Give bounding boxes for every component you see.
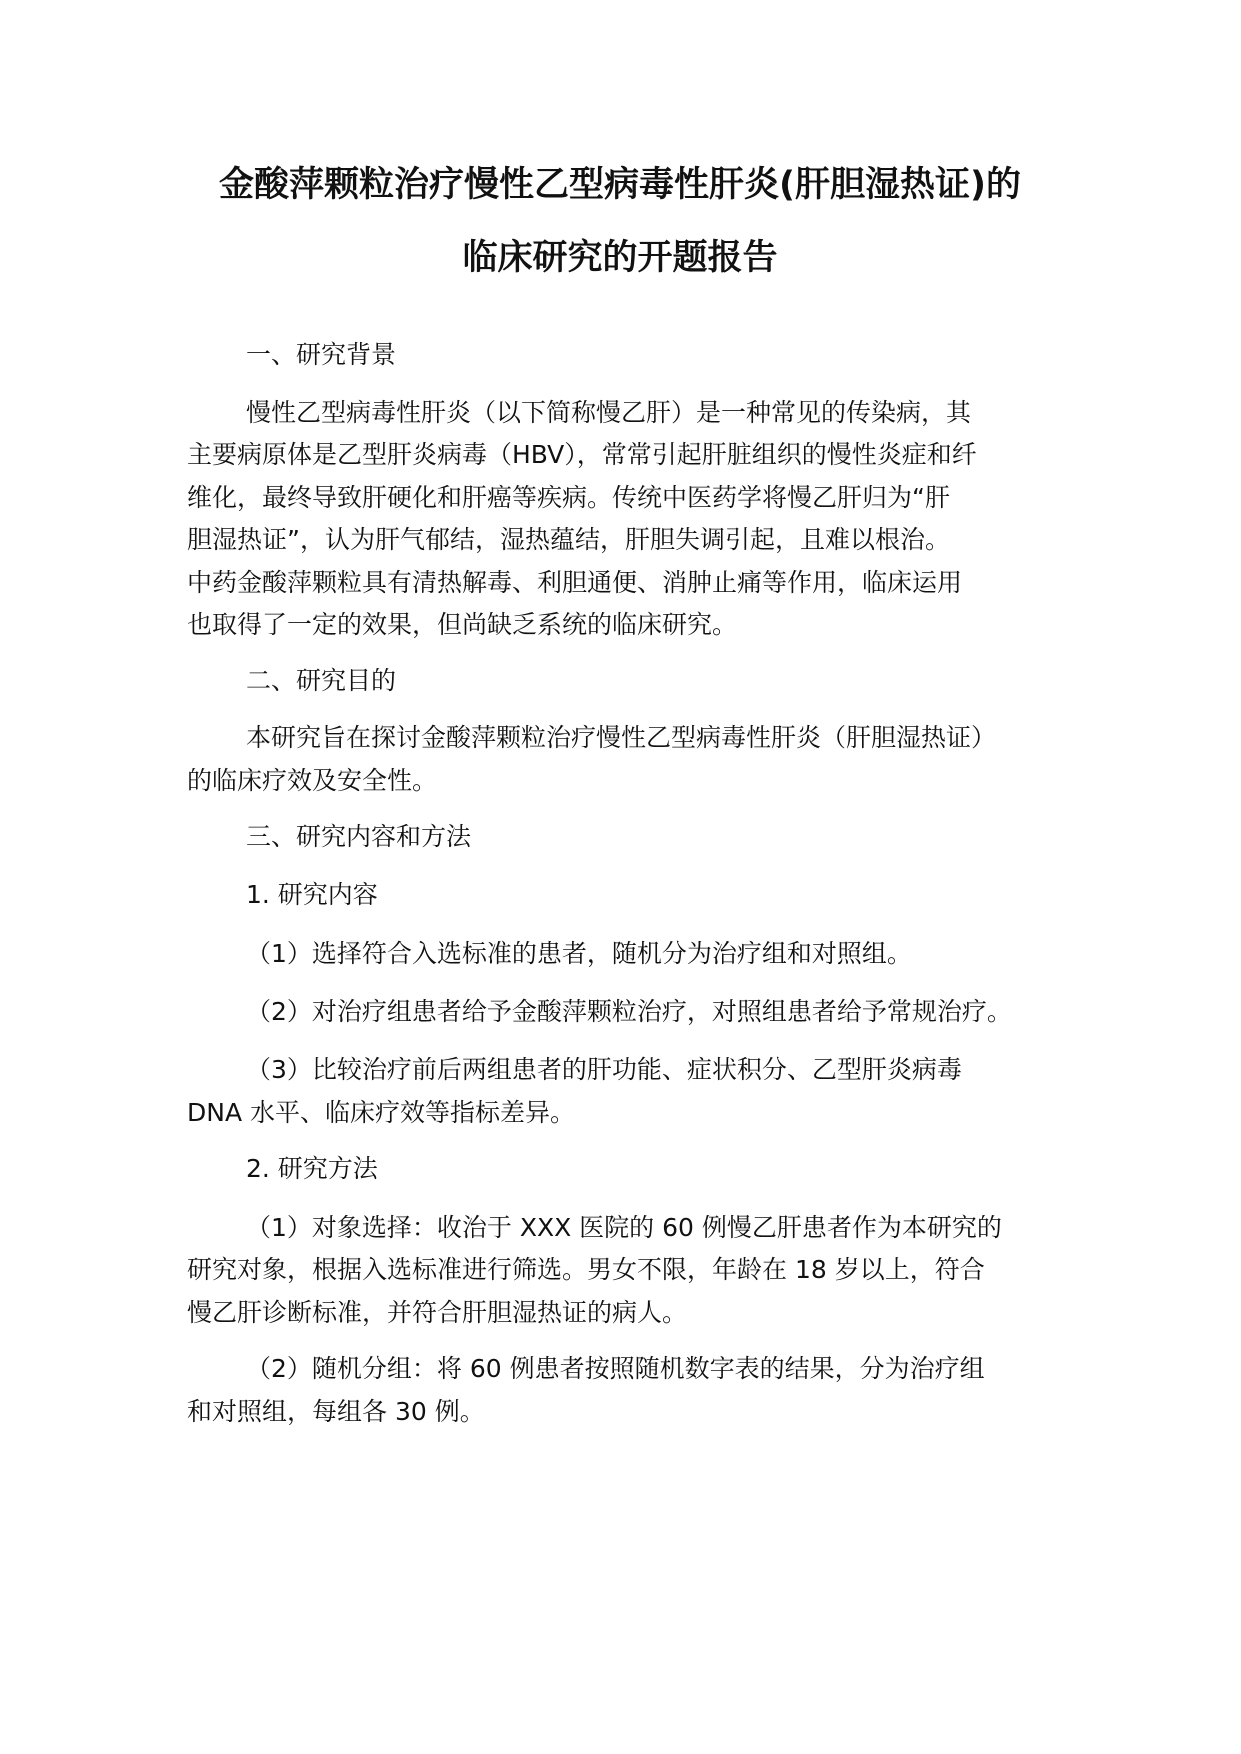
document-title-line-1: 金酸萍颗粒治疗慢性乙型病毒性肝炎(肝胆湿热证)的	[219, 165, 1021, 205]
list-item-continuation: 慢乙肝诊断标准，并符合肝胆湿热证的病人。	[187, 1298, 688, 1327]
subsection-heading-content: 1. 研究内容	[246, 880, 378, 909]
list-item-continuation: 研究对象，根据入选标准进行筛选。男女不限，年龄在 18 岁以上，符合	[187, 1255, 985, 1284]
paragraph-line: 本研究旨在探讨金酸萍颗粒治疗慢性乙型病毒性肝炎（肝胆湿热证）	[246, 723, 997, 752]
list-item-continuation: 和对照组，每组各 30 例。	[187, 1397, 485, 1426]
list-item-continuation: DNA 水平、临床疗效等指标差异。	[187, 1098, 576, 1127]
paragraph-line: 的临床疗效及安全性。	[187, 766, 438, 795]
list-item: （1）对象选择：收治于 XXX 医院的 60 例慢乙肝患者作为本研究的	[246, 1213, 1002, 1242]
subsection-heading-methods: 2. 研究方法	[246, 1154, 378, 1183]
paragraph-line: 也取得了一定的效果，但尚缺乏系统的临床研究。	[187, 610, 738, 639]
list-item: （1）选择符合入选标准的患者，随机分为治疗组和对照组。	[246, 939, 912, 968]
section-heading-content-methods: 三、研究内容和方法	[246, 822, 472, 851]
list-item: （2）随机分组：将 60 例患者按照随机数字表的结果，分为治疗组	[246, 1354, 985, 1383]
list-item: （3）比较治疗前后两组患者的肝功能、症状积分、乙型肝炎病毒	[246, 1055, 962, 1084]
document-title-line-2: 临床研究的开题报告	[462, 238, 778, 278]
section-heading-purpose: 二、研究目的	[246, 666, 397, 695]
list-item: （2）对治疗组患者给予金酸萍颗粒治疗，对照组患者给予常规治疗。	[246, 997, 1012, 1026]
paragraph-line: 慢性乙型病毒性肝炎（以下简称慢乙肝）是一种常见的传染病，其	[246, 398, 972, 427]
paragraph-line: 胆湿热证”，认为肝气郁结，湿热蕴结，肝胆失调引起，且难以根治。	[187, 525, 950, 554]
paragraph-line: 主要病原体是乙型肝炎病毒（HBV），常常引起肝脏组织的慢性炎症和纤	[187, 440, 977, 469]
paragraph-line: 维化，最终导致肝硬化和肝癌等疾病。传统中医药学将慢乙肝归为“肝	[187, 483, 950, 512]
paragraph-line: 中药金酸萍颗粒具有清热解毒、利胆通便、消肿止痛等作用，临床运用	[187, 568, 963, 597]
section-heading-background: 一、研究背景	[246, 340, 397, 369]
